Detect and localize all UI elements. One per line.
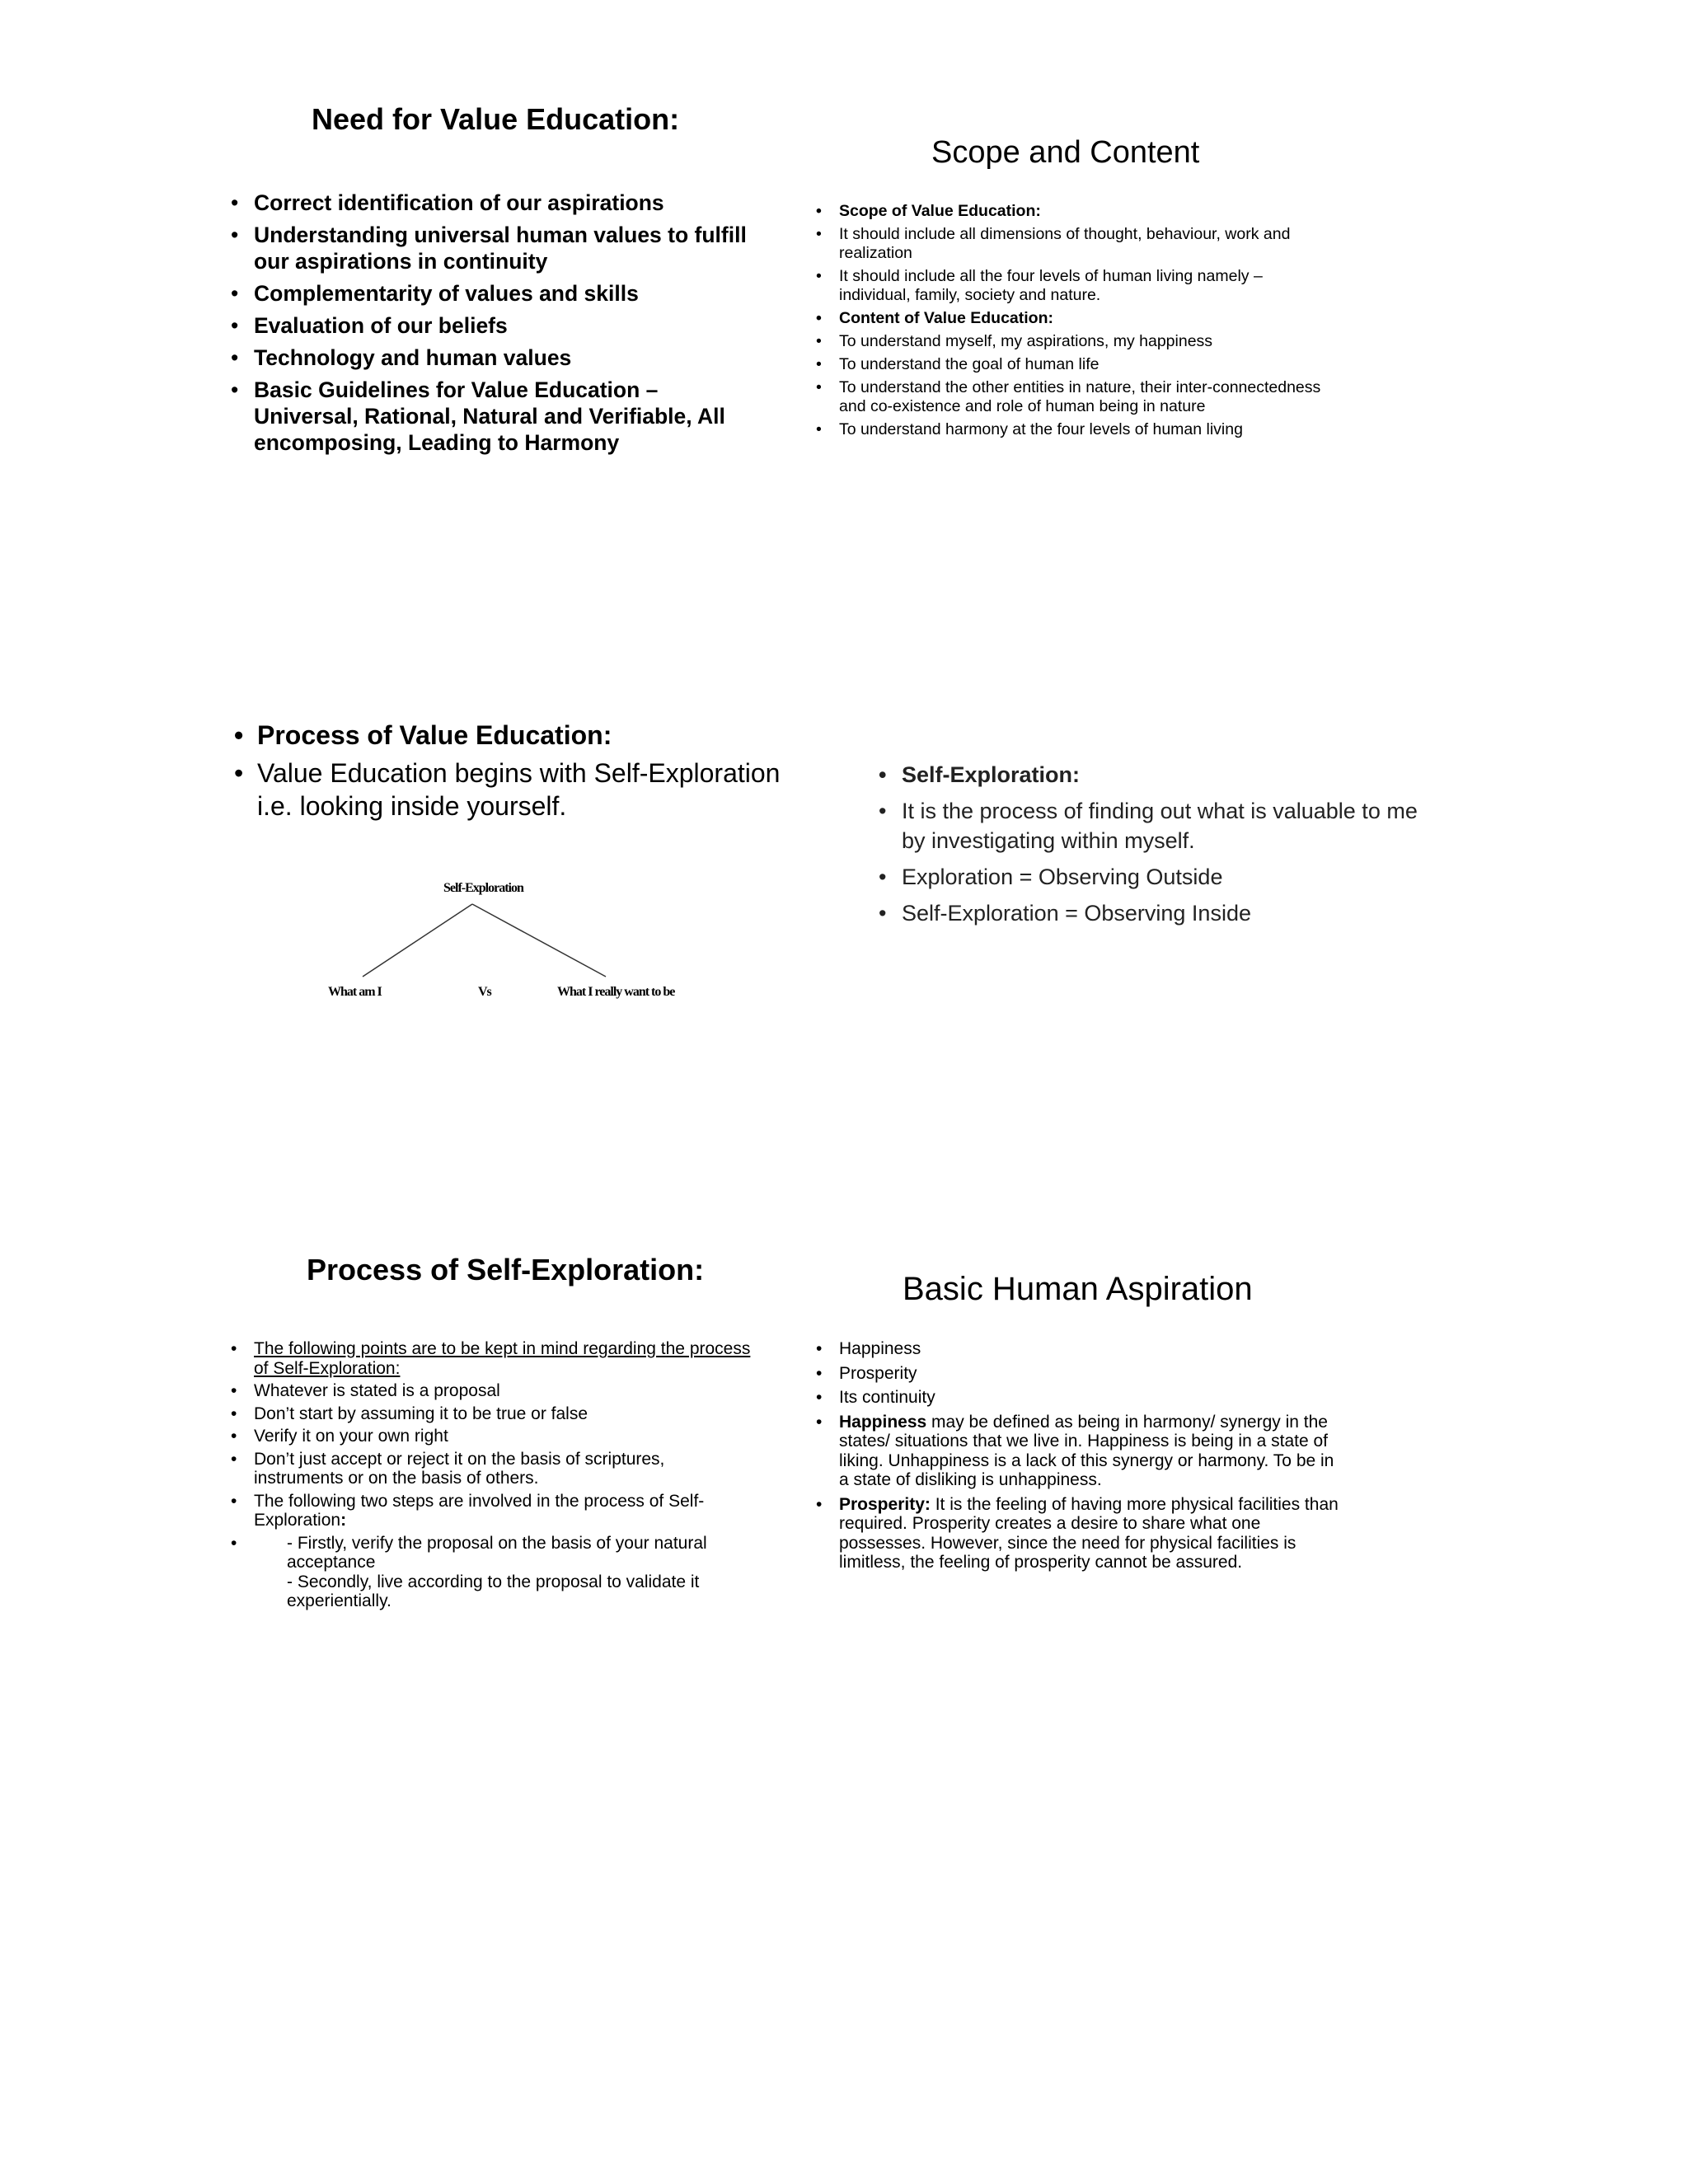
list-heading: • Content of Value Education: bbox=[816, 309, 1335, 328]
list-item: • Correct identification of our aspirations bbox=[231, 190, 758, 216]
connector-left bbox=[363, 904, 472, 977]
connector-right bbox=[472, 904, 606, 977]
diagram-root: Self-Exploration bbox=[443, 881, 523, 895]
diagram-middle: Vs bbox=[478, 985, 491, 999]
diagram-right: What I really want to be bbox=[557, 985, 675, 999]
list-item: • It should include all dimensions of thought, behaviour, work and realization bbox=[816, 225, 1335, 263]
list-item: • Understanding universal human values to fulfill our aspirations in continuity bbox=[231, 222, 758, 274]
list-item: • Value Education begins with Self-Exploration i.e. looking inside yourself. bbox=[234, 757, 811, 823]
list-heading: • Scope of Value Education: bbox=[816, 202, 1335, 221]
list-item bbox=[231, 1534, 758, 1611]
list-item: • Prosperity bbox=[816, 1364, 1343, 1384]
self-exploration-diagram bbox=[313, 878, 709, 1018]
list-item: • Exploration = Observing Outside bbox=[879, 862, 1423, 892]
list-item-text: The following two steps are involved in the process of Self-Exploration bbox=[254, 1491, 705, 1530]
step-two: - Secondly, live according to the proposal to validate it experientially. bbox=[287, 1572, 700, 1610]
list-item: • To understand myself, my aspirations, my happiness bbox=[816, 332, 1335, 351]
list-item: • Evaluation of our beliefs bbox=[231, 312, 758, 339]
list-item: • Basic Guidelines for Value Education – Universal, Rational, Natural and Verifiable, All encomposing, Leading to Harmony bbox=[231, 377, 758, 456]
list-heading: • Process of Value Education: bbox=[234, 719, 811, 752]
list-item: • To understand the goal of human life bbox=[816, 355, 1335, 374]
list-item: • Whatever is stated is a proposal bbox=[231, 1381, 758, 1401]
bullet-list bbox=[816, 1339, 1343, 1577]
slide-title: Need for Value Education: bbox=[312, 102, 680, 136]
bullet-list bbox=[234, 719, 811, 827]
list-item: • It should include all the four levels of human living namely – individual, family, society and nature. bbox=[816, 267, 1335, 305]
bullet-list bbox=[231, 1339, 758, 1615]
list-item bbox=[231, 1492, 758, 1530]
bullet-list bbox=[879, 760, 1423, 935]
list-item: • It is the process of finding out what is valuable to me by investigating within myself. bbox=[879, 796, 1423, 855]
list-item: • To understand the other entities in nature, their inter-connectedness and co-existence and role of human being in nature bbox=[816, 378, 1335, 416]
list-item: • Self-Exploration = Observing Inside bbox=[879, 898, 1423, 928]
list-item: • Don’t start by assuming it to be true or false bbox=[231, 1404, 758, 1424]
definition-prosperity: It is the feeling of having more physical facilities than required. Prosperity creates a desire to share what one possesses. However, since the need for physical facilities is limitless, the feeling of prosperity cannot be assured. bbox=[839, 1494, 1339, 1572]
list-item: • Technology and human values bbox=[231, 344, 758, 371]
bullet-list bbox=[231, 190, 758, 462]
term-happiness: Happiness bbox=[839, 1412, 927, 1432]
diagram-left: What am I bbox=[328, 985, 382, 999]
term-prosperity: Prosperity: bbox=[839, 1494, 931, 1514]
list-item-colon: : bbox=[340, 1511, 347, 1530]
definition-happiness: may be defined as being in harmony/ synergy in the states/ situations that we live in. Happiness is being in a state of liking. Unhappiness is a lack of this synergy or harmony. To be in a state of disliking is unhappiness. bbox=[839, 1412, 1334, 1489]
slide-title: Basic Human Aspiration bbox=[903, 1271, 1253, 1307]
list-item: • Its continuity bbox=[816, 1388, 1343, 1408]
list-item bbox=[816, 1413, 1343, 1490]
step-one: • - Firstly, verify the proposal on the basis of your natural acceptance bbox=[287, 1533, 707, 1572]
bullet-list bbox=[816, 202, 1335, 443]
list-item: • Verify it on your own right bbox=[231, 1427, 758, 1446]
list-item bbox=[816, 1495, 1343, 1572]
slide-title: Scope and Content bbox=[931, 135, 1200, 170]
list-item: • Don’t just accept or reject it on the basis of scriptures, instruments or on the basis of others. bbox=[231, 1450, 758, 1488]
list-heading: • Self-Exploration: bbox=[879, 760, 1423, 790]
slide-title: Process of Self-Exploration: bbox=[307, 1253, 705, 1286]
list-item: • To understand harmony at the four levels of human living bbox=[816, 420, 1335, 439]
list-item: • Complementarity of values and skills bbox=[231, 280, 758, 307]
list-item: • Happiness bbox=[816, 1339, 1343, 1359]
list-heading: • The following points are to be kept in mind regarding the process of Self-Exploration: bbox=[231, 1339, 758, 1378]
